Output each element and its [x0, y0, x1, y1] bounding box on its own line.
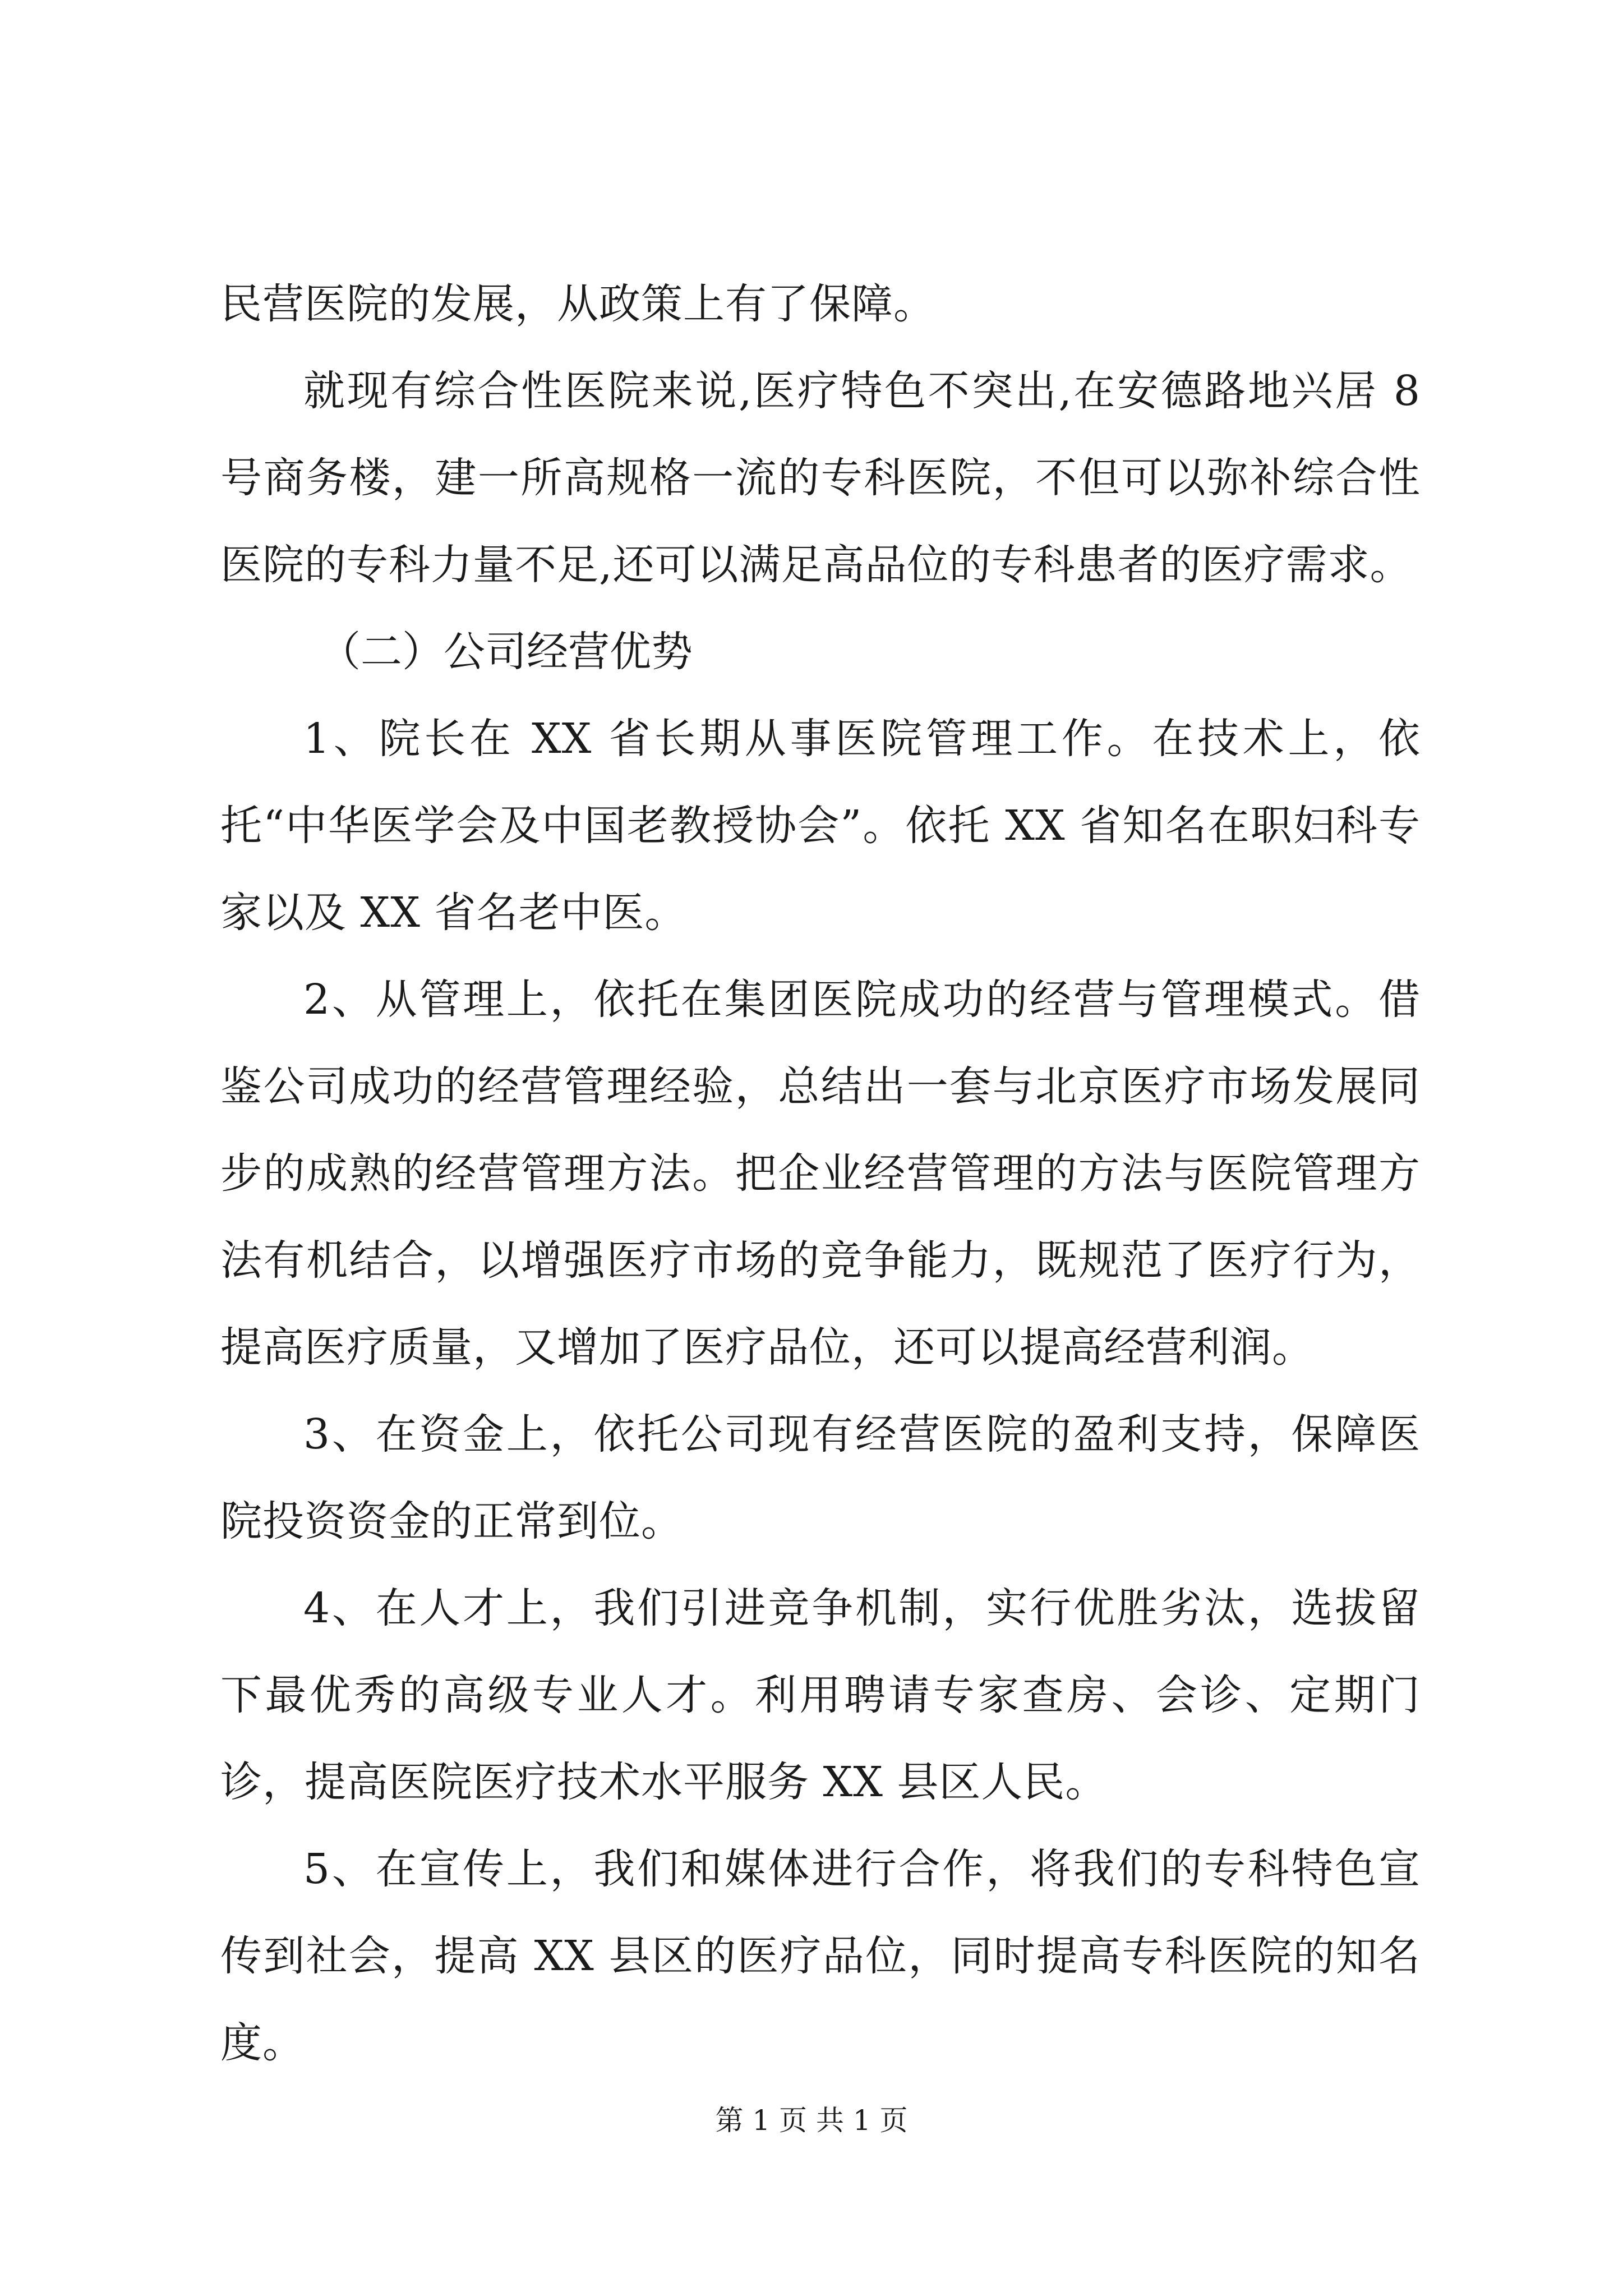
page-footer: 第 1 页 共 1 页: [715, 2104, 908, 2137]
paragraph-advantage-5: 5、在宣传上，我们和媒体进行合作，将我们的专科特色宣传到社会，提高 XX 县区的医疗品位，同时提高专科医院的知名度。: [220, 1845, 1421, 2067]
paragraph-advantage-3: 3、在资金上，依托公司现有经营医院的盈利支持，保障医院投资资金的正常到位。: [220, 1410, 1421, 1545]
paragraph-advantage-4: 4、在人才上，我们引进竞争机制，实行优胜劣汰，选拔留下最优秀的高级专业人才。利用聘请专家查房、会诊、定期门诊，提高医院医疗技术水平服务 XX 县区人民。: [220, 1584, 1421, 1806]
section-heading: （二）公司经营优势: [319, 628, 693, 676]
paragraph-continuation: 民营医院的发展，从政策上有了保障。: [220, 280, 935, 328]
document-body: [220, 261, 1421, 2087]
paragraph-advantage-1: 1、院长在 XX 省长期从事医院管理工作。在技术上，依托“中华医学会及中国老教授协会”。依托 XX 省知名在职妇科专家以及 XX 省名老中医。: [220, 715, 1421, 937]
paragraph-advantage-2: 2、从管理上，依托在集团医院成功的经营与管理模式。借鉴公司成功的经营管理经验，总结出一套与北京医疗市场发展同步的成熟的经营管理方法。把企业经营管理的方法与医院管理方法有机结合，以增强医疗市场的竞争能力，既规范了医疗行为，提高医疗质量，又增加了医疗品位，还可以提高经营利润。: [220, 976, 1421, 1372]
paragraph-hospital-context: 就现有综合性医院来说,医疗特色不突出,在安德路地兴居 8 号商务楼，建一所高规格一流的专科医院，不但可以弥补综合性医院的专科力量不足,还可以满足高品位的专科患者的医疗需求。: [220, 367, 1421, 589]
